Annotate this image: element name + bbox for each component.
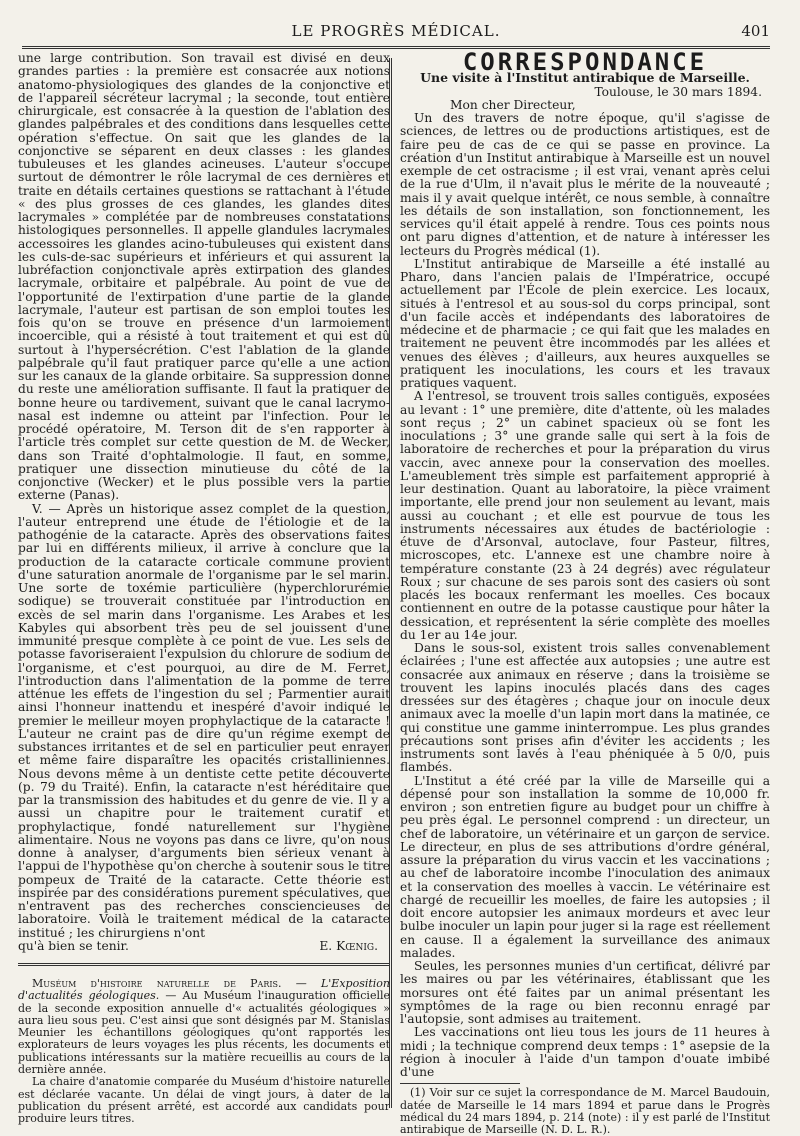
page-number: 401 — [741, 22, 770, 40]
letter-paragraph: Dans le sous-sol, existent trois salles convenablement éclairées ; l'une est affectée aux autopsies ; une autre est consacrée aux animaux en réserve ; dans la troisième se trouvent les lapins inoculés placés dans des cages dressées sur des étagères ; chaque jour on inocule deux animaux avec la moelle d'un lapin mort dans la matinée, ce qui constitue une gamme ininterrompue. Les plus grandes précautions sont prises afin d'éviter les accidents ; les instruments sont lavés à l'eau phéniquée à 5 0/0, puis flambés. — [400, 641, 770, 775]
closing-line — [18, 940, 390, 953]
section-divider — [18, 963, 390, 966]
letter-paragraph: A l'entresol, se trouvent trois salles contiguës, exposées au levant : 1° une première, dite d'attente, où les malades sont reçus ; 2° un cabinet spacieux où se font les inoculations ; 3° une grande salle qui sert à la fois de laboratoire de recherches et pour la préparation du virus vaccin, avec annexe pour la conservation des moelles. L'ameublement très simple est parfaitement approprié à leur destination. Quant au laboratoire, la pièce vraiment importante, elle prend jour non seulement au levant, mais aussi au couchant ; et elle est pourvue de tous les instruments nécessaires aux études de bactériologie : étuve de d'Arsonval, autoclave, four Pasteur, filtres, microscopes, etc. L'annexe est une chambre noire à température constante (23 à 24 degrés) avec régulateur Roux ; sur chacune de ses parois sont des casiers où sont placés les bocaux renfermant les moelles. Ces bocaux contiennent en outre de la potasse caustique pour hâter la dessication, et représentent la série complète des moelles du 1er au 14e jour. — [400, 389, 770, 642]
footnote-text: (1) Voir sur ce sujet la correspondance de M. Marcel Baudouin, datée de Marseille le 14 mars 1894 et parue dans le Progrès médical du 24 mars 1894, p. 214 (note) : il y est parlé de l'Institut antirabique de Marseille (N. D. L. R.). — [400, 1086, 770, 1136]
museum-heading-rest: — L'Exposition d'actualités géologiques. — [18, 977, 390, 1003]
closing-text: qu'à bien se tenir. — [18, 938, 129, 953]
footnote-rule — [400, 1083, 520, 1084]
section-title: CORRESPONDANCE — [462, 48, 708, 76]
article-paragraph: V. — Après un historique assez complet de la question, l'auteur entreprend une étude de l'étiologie et de la pathogénie de la cataracte. Après des observations faites par lui en différents milieux, il arrive à conclure que la production de la cataracte corticale commune provient d'une saturation anormale de l'organisme par le sel marin. Une sorte de toxémie particulière (hyperchlorurémie sodique) se trouverait constituée par l'introduction en excès de sel marin dans l'organisme. Les Arabes et les Kabyles qui absorbent très peu de sel jouissent d'une immunité presque complète à ce point de vue. Les sels de potasse favoriseraient l'expulsion du chlorure de sodium de l'organisme, et c'est pourquoi, au dire de M. Ferret, l'introduction dans l'alimentation de la pomme de terre atténue les effets de l'ingestion du sel ; Parmentier aurait ainsi l'honneur inattendu et inespéré d'avoir indiqué le premier le meilleur moyen prophylactique de la cataracte ! L'auteur ne craint pas de dire qu'un régime exempt de substances irritantes et de sel en particulier peut enrayer et même faire disparaître les opacités cristalliniennes. Nous devons même à un dentiste cette petite découverte (p. 79 du Traité). Enfin, la cataracte n'est héréditaire que par la transmission des habitudes et du genre de vie. Il y a aussi un chapitre pour le traitement curatif et prophylactique, fondé naturellement sur l'hygiène alimentaire. Nous ne voyons pas dans ce livre, qu'on nous donne à analyser, d'arguments bien sérieux venant à l'appui de l'hypothèse qu'on cherche à soutenir sous le titre pompeux de Traité de la cataracte. Cette théorie est inspirée par des considérations purement spéculatives, que n'entravent pas des recherches consciencieuses de laboratoire. Voilà le traitement médical de la cataracte institué ; les chirurgiens n'ont — [18, 501, 390, 940]
article-paragraph: une large contribution. Son travail est divisé en deux grandes parties : la première est consacrée aux notions anatomo-physiologiques des glandes de la conjonctive et de l'appareil sécréteur lacrymal ; la seconde, tout entière chirurgicale, est consacrée à la question de l'ablation des glandes palpébrales et des conditions dans lesquelles cette opération s'effectue. On sait que les glandes de la conjonctive se séparent en deux classes : les glandes tubuleuses et les glandes acineuses. L'auteur s'occupe surtout de démontrer le rôle lacrymal de ces dernières et traite en détails certaines questions se rattachant à l'étude « des plus grosses de ces glandes, les glandes dites lacrymales » complétée par de nombreuses constatations histologiques personnelles. Il appelle glandules lacrymales accessoires les glandes acino-tubuleuses qui existent dans les culs-de-sac supérieurs et inférieurs et qui assurent la lubréfaction conjonctivale après extirpation des glandes lacrymale, orbitaire et palpébrale. Au point de vue de l'opportunité de l'extirpation d'une partie de la glande lacrymale, l'auteur est partisan de son emploi toutes les fois qu'on se trouve en présence d'un larmoiement incoercible, qui a résisté à tout traitement et qui est dû surtout à l'hypersécrétion. C'est l'ablation de la glande palpébrale qu'il faut pratiquer parce qu'elle a une action sur les canaux de la glande orbitaire. Sa suppression donne du reste une amélioration suffisante. Il faut la pratiquer de bonne heure ou tardivement, suivant que le canal lacrymo-nasal est indemne ou atteint par l'infection. Pour le procédé opératoire, M. Terson dit de s'en rapporter à l'article très complet sur cette question de M. de Wecker, dans son Traité d'ophtalmologie. Il faut, en somme, pratiquer une dissection minutieuse du côté de la conjonctive (Wecker) et le plus possible vers la partie externe (Panas). — [18, 51, 390, 503]
author-signature: E. Kœnig. — [319, 938, 378, 953]
museum-notice — [18, 978, 390, 1126]
letter-paragraph: Un des travers de notre époque, qu'il s'agisse de sciences, de lettres ou de productions artistiques, est de faire peu de cas de ce qui se passe en province. La création d'un Institut antirabique à Marseille est un nouvel exemple de cet ostracisme ; il est vrai, venant après celui de la rue d'Ulm, il n'avait plus le mérite de la nouveauté ; mais il y avait quelque intérêt, ce nous semble, à connaître les détails de son installation, son fonctionnement, les services qu'il était appelé à rendre. Tous ces points nous ont paru dignes d'attention, et de nature à intéresser les lecteurs du Progrès médical (1). — [400, 111, 770, 258]
letter-paragraph: Seules, les personnes munies d'un certificat, délivré par les maires ou par les vétérinaires, établissant que les morsures ont été faites par un animal présentant les symptômes de la rage ou bien reconnu enragé par l'autopsie, sont admises au traitement. — [400, 959, 770, 1026]
column-divider — [389, 58, 392, 1108]
letter-paragraph: L'Institut a été créé par la ville de Marseille qui a dépensé pour son installation la somme de 10,000 fr. environ ; son entretien figure au budget pour un chiffre à peu près égal. Le personnel comprend : un directeur, un chef de laboratoire, un vétérinaire et un garçon de service. Le directeur, en plus de ses attributions d'ordre général, assure la préparation du virus vaccin et les vaccinations ; au chef de laboratoire incombe l'inoculation des animaux et la conservation des moelles à vaccin. Le vétérinaire est chargé de recueillir les moelles, de faire les autopsies ; il doit encore autopsier les animaux mordeurs et avec leur bulbe inoculer un lapin pour juger si la rage est réellement en cause. Il a également la surveillance des animaux malades. — [400, 773, 770, 960]
letter-paragraph: L'Institut antirabique de Marseille a été installé au Pharo, dans l'ancien palais de l'Impératrice, occupé actuellement par l'École de plein exercice. Les locaux, situés à l'entresol et au sous-sol du corps principal, sont d'un facile accès et indépendants des laboratoires de médecine et de pharmacie ; ce qui fait que les malades en traitement ne peuvent être incommodés par les allées et venues des élèves ; d'ailleurs, aux heures auxquelles se pratiquent les inoculations, les cours et les travaux pratiques vaquent. — [400, 256, 770, 390]
museum-heading: Muséum d'histoire naturelle de Paris. — [32, 977, 282, 990]
museum-paragraph: La chaire d'anatomie comparée du Muséum d'histoire naturelle est déclarée vacante. Un délai de vingt jours, à dater de la publication du présent arrêté, est accordé aux candidats pour produire leurs titres. — [18, 1075, 390, 1126]
letter-dateline: Toulouse, le 30 mars 1894. — [594, 84, 762, 99]
letter-paragraph: Les vaccinations ont lieu tous les jours de 11 heures à midi ; la technique comprend deux temps : 1° asepsie de la région à inoculer à l'aide d'un tampon d'ouate imbibé d'une — [400, 1025, 770, 1079]
running-header — [22, 20, 770, 49]
museum-paragraph — [18, 978, 390, 1076]
section-subtitle: Une visite à l'Institut antirabique de Marseille. — [420, 70, 750, 86]
letter-salutation: Mon cher Directeur, — [450, 97, 576, 112]
right-column — [400, 48, 770, 1136]
museum-paragraph-rest: — Au Muséum l'inauguration officielle de la seconde exposition annuelle d'« actualités géologiques » aura lieu sous peu. C'est ainsi que sont désignés par M. Stanislas Meunier les échantillons géologiques qu'ont rapportés les explorateurs de leurs voyages les plus récents, les documents et publications intéressants sur la matière recueillis au cours de la dernière année. — [18, 989, 391, 1077]
footnote — [400, 1087, 770, 1136]
left-column — [18, 52, 390, 1126]
journal-title: LE PROGRÈS MÉDICAL. — [291, 22, 501, 40]
